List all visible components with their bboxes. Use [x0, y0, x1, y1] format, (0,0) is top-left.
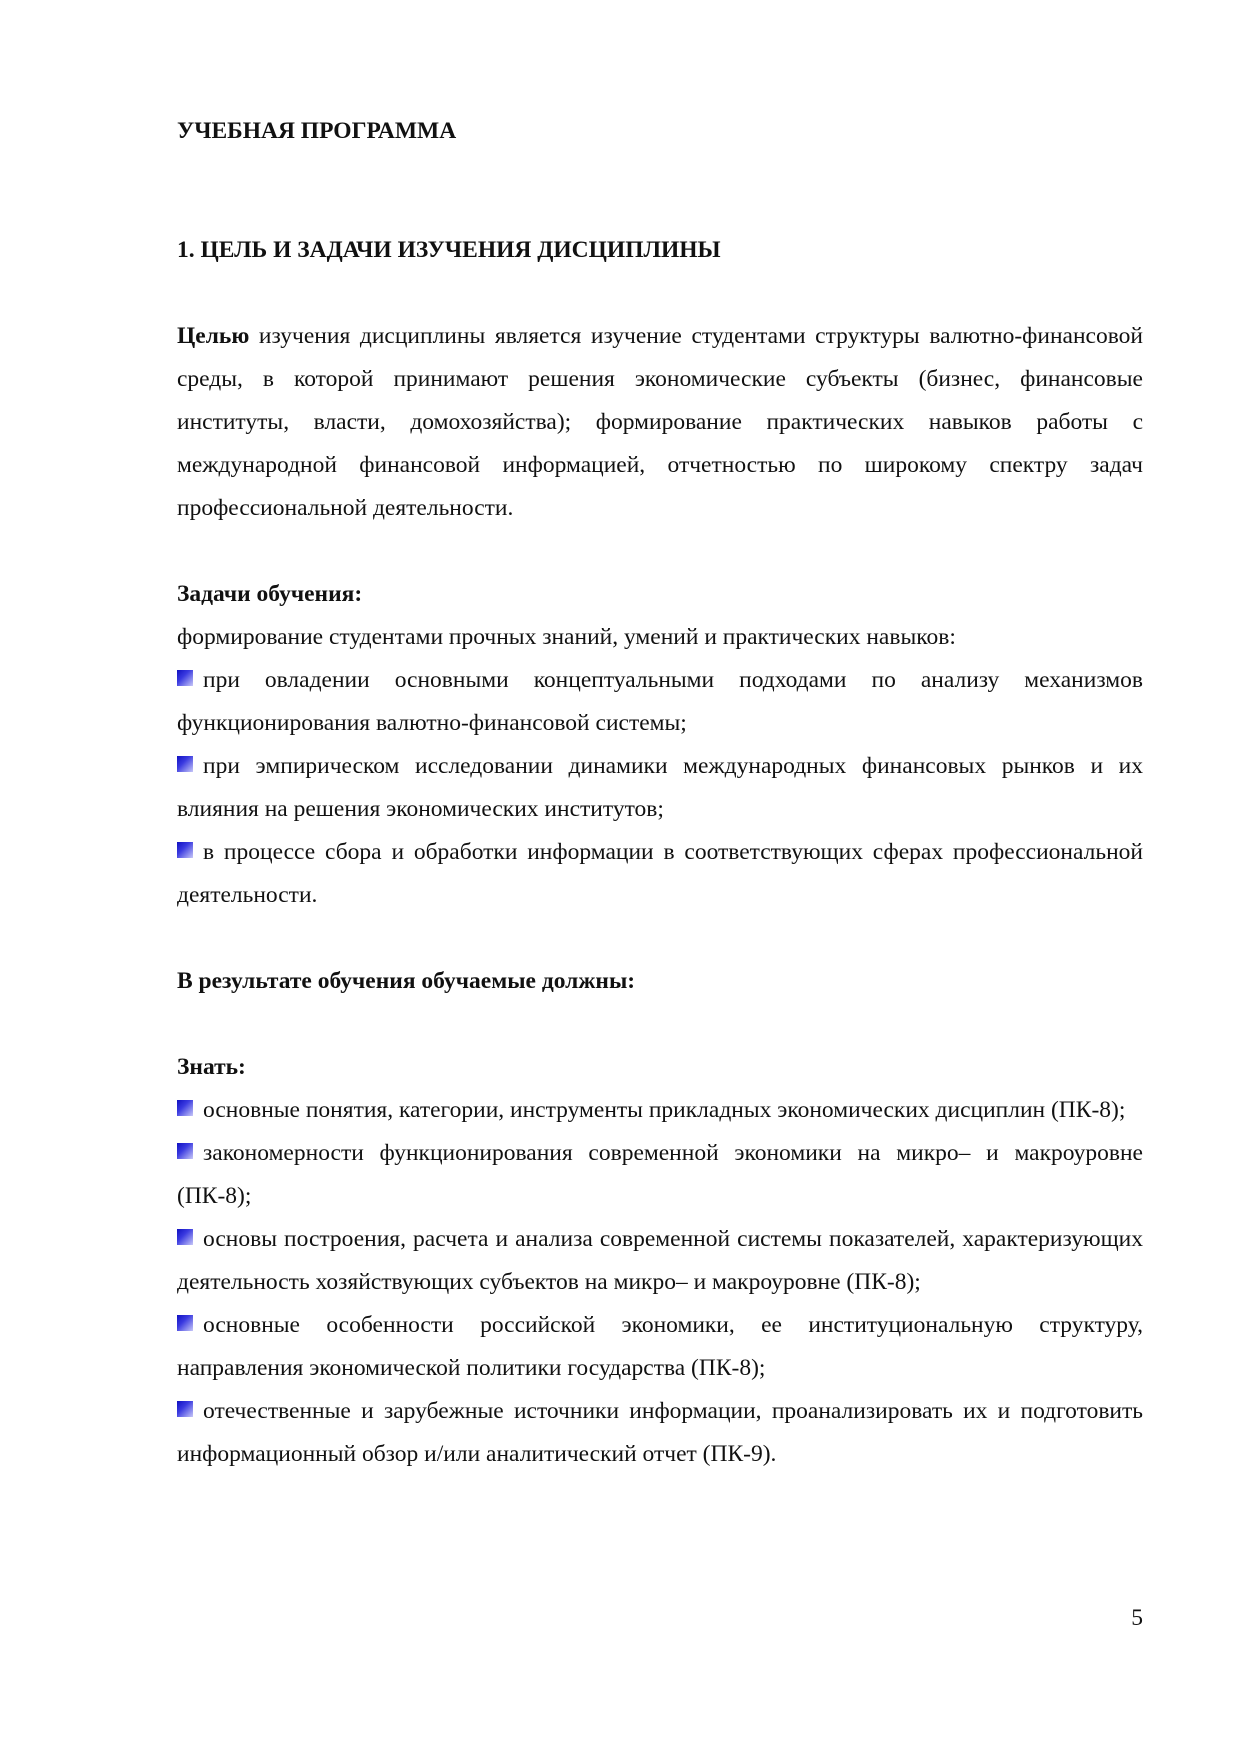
list-item: [177, 745, 1143, 831]
square-bullet-icon: [177, 1100, 193, 1116]
list-item-text: основные понятия, категории, инструменты прикладных экономических дисциплин (ПК-8);: [203, 1097, 1126, 1123]
list-item: [177, 659, 1143, 745]
list-item-text: при эмпирическом исследовании динамики международных финансовых рынков и их влияния на решения экономических институтов;: [177, 753, 1143, 822]
square-bullet-icon: [177, 1401, 193, 1417]
list-item-text: в процессе сбора и обработки информации в соответствующих сферах профессиональной деятельности.: [177, 839, 1143, 908]
list-item-text: основы построения, расчета и анализа современной системы показателей, характеризующих деятельность хозяйствующих субъектов на микро– и макроуровне (ПК-8);: [177, 1226, 1143, 1295]
square-bullet-icon: [177, 670, 193, 686]
document-page: [177, 110, 1143, 1476]
list-item-text: основные особенности российской экономики, ее институциональную структуру, направления экономической политики государства (ПК-8);: [177, 1312, 1143, 1381]
tasks-heading: Задачи обучения:: [177, 581, 363, 607]
tasks-intro: формирование студентами прочных знаний, умений и практических навыков:: [177, 624, 956, 650]
square-bullet-icon: [177, 1143, 193, 1159]
list-item-text: при овладении основными концептуальными подходами по анализу механизмов функционирования валютно-финансовой системы;: [177, 667, 1143, 736]
section-heading-goals: 1. ЦЕЛЬ И ЗАДАЧИ ИЗУЧЕНИЯ ДИСЦИПЛИНЫ: [177, 237, 721, 263]
goal-lead: Целью: [177, 323, 250, 349]
goal-text: изучения дисциплины является изучение студентами структуры валютно-финансовой среды, в которой принимают решения экономические субъекты (бизнес, финансовые институты, власти, домохозяйства); формирование практических навыков работы с международной финансовой информацией, отчетностью по широкому спектру задач профессиональной деятельности.: [177, 323, 1143, 521]
page-number: 5: [1131, 1605, 1143, 1631]
know-heading: Знать:: [177, 1054, 246, 1080]
square-bullet-icon: [177, 1229, 193, 1245]
list-item: [177, 1390, 1143, 1476]
results-heading: В результате обучения обучаемые должны:: [177, 968, 636, 994]
square-bullet-icon: [177, 1315, 193, 1331]
spacer: [177, 530, 1143, 573]
goal-paragraph: [177, 315, 1143, 530]
square-bullet-icon: [177, 756, 193, 772]
list-item: [177, 1089, 1143, 1132]
list-item-text: закономерности функционирования современной экономики на микро– и макроуровне (ПК-8);: [177, 1140, 1143, 1209]
document-title: УЧЕБНАЯ ПРОГРАММА: [177, 118, 457, 144]
square-bullet-icon: [177, 842, 193, 858]
list-item: [177, 1218, 1143, 1304]
spacer: [177, 1003, 1143, 1046]
list-item: [177, 1132, 1143, 1218]
list-item-text: отечественные и зарубежные источники информации, проанализировать их и подготовить информационный обзор и/или аналитический отчет (ПК-9).: [177, 1398, 1143, 1467]
list-item: [177, 1304, 1143, 1390]
spacer: [177, 917, 1143, 960]
list-item: [177, 831, 1143, 917]
